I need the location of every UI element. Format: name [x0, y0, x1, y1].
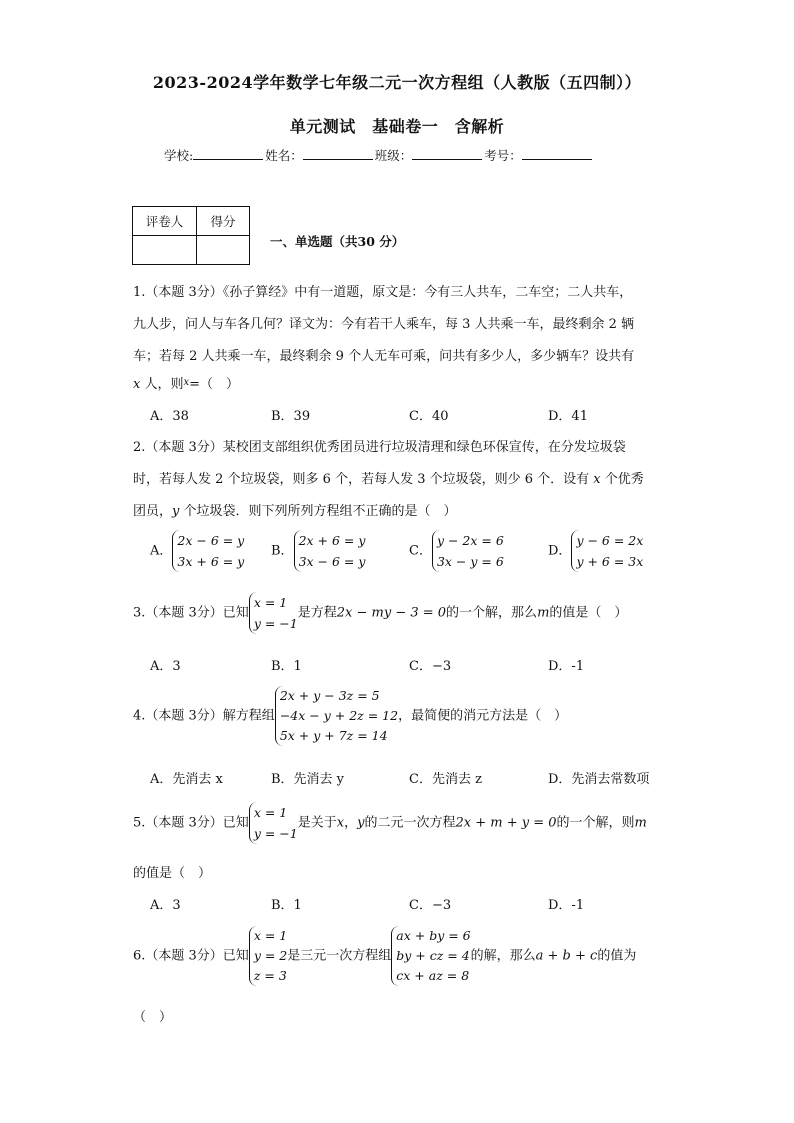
q6-line-1 — [133, 926, 636, 986]
q2-option-d-system — [571, 530, 643, 572]
q1-line-1: 1.（本题 3分）《孙子算经》中有一道题，原文是：今有三人共车，二车空；二人共车， — [133, 285, 633, 300]
exam-no-blank[interactable] — [522, 147, 592, 160]
q4-option-b[interactable]: B．先消去 y — [271, 772, 345, 787]
q3-mid: 是方程 — [297, 605, 337, 621]
q6-mid: 是三元一次方程组 — [287, 948, 392, 964]
q3-option-b[interactable]: B．1 — [271, 659, 302, 674]
q3-var-m: m — [537, 605, 550, 621]
q5-var-m: m — [634, 815, 647, 831]
q6-sys1: x = 1 — [253, 928, 288, 943]
q4-line-1 — [133, 686, 567, 746]
q1-line-4-end: =（ ） — [189, 377, 240, 392]
q4-sys1: 2x + y − 3z = 5 — [279, 688, 380, 703]
q5-sys2: y = −1 — [253, 826, 298, 841]
q3-line-1 — [133, 592, 627, 634]
q1-var-x-a: x — [133, 377, 141, 392]
q2-option-a[interactable] — [150, 530, 244, 572]
q2-line-3-end: 个垃圾袋．则下列所列方程组不正确的是（ ） — [183, 504, 457, 519]
class-label: 班级： — [374, 148, 413, 163]
score-cell[interactable] — [197, 236, 250, 265]
name-label: 姓名： — [265, 148, 303, 163]
q1-var-x: x — [183, 377, 190, 388]
q4-option-c[interactable]: C．先消去 z — [409, 772, 482, 787]
q4-option-a[interactable]: A．先消去 x — [150, 772, 223, 787]
student-info-line — [164, 146, 594, 164]
q2-line-2-text: 时，若每人发 2 个垃圾袋，则多 6 个，若每人发 3 个垃圾袋，则少 6 个．设有 — [133, 472, 590, 487]
q1-option-d[interactable]: D．41 — [548, 409, 588, 424]
q5-option-b[interactable]: B．1 — [271, 898, 302, 913]
q6-equation-system — [391, 926, 470, 986]
q2-line-3 — [133, 500, 457, 519]
q2-option-a-system — [172, 530, 244, 572]
q2-line-1: 2.（本题 3分）某校团支部组织优秀团员进行垃圾清理和绿色环保宣传，在分发垃圾袋 — [133, 440, 626, 455]
q2-d-eq1: y − 6 = 2x — [576, 533, 644, 548]
q3-option-a[interactable]: A．3 — [150, 659, 181, 674]
q2-option-c-label: C． — [409, 543, 432, 559]
q2-option-a-label: A． — [150, 543, 173, 559]
q6-sys2: y = 2 — [253, 948, 288, 963]
grader-cell[interactable] — [133, 236, 197, 265]
q3-equation: 2x − my − 3 = 0 — [336, 605, 447, 621]
q6-eq1: ax + by = 6 — [396, 928, 471, 943]
q3-option-d[interactable]: D．-1 — [548, 659, 585, 674]
q3-option-c[interactable]: C．−3 — [409, 659, 452, 674]
q2-c-eq1: y − 2x = 6 — [436, 533, 504, 548]
q2-c-eq2: 3x − y = 6 — [436, 554, 504, 569]
q2-option-b-system — [294, 530, 366, 572]
q2-option-c[interactable] — [409, 530, 504, 572]
q5-equation: 2x + m + y = 0 — [455, 815, 557, 831]
q4-option-d[interactable]: D．先消去常数项 — [548, 772, 650, 787]
q5-mid-c: 的二元一次方程 — [364, 815, 456, 831]
q3-suffix-a: 的一个解，那么 — [446, 605, 538, 621]
q4-system — [275, 686, 398, 746]
q1-option-b[interactable]: B．39 — [271, 409, 311, 424]
q2-b-eq2: 3x − 6 = y — [298, 554, 366, 569]
q1-line-2: 九人步，问人与车各几何？译文为：今有若干人乘车，每 3 人共乘一车，最终剩余 2 辆 — [133, 317, 635, 332]
title-line-1: 2023-2024学年数学七年级二元一次方程组（人教版（五四制）） — [152, 73, 642, 92]
q6-eq3: cx + az = 8 — [396, 968, 470, 983]
q5-line-2: 的值是（ ） — [133, 866, 212, 881]
q6-suffix-b: 的值为 — [597, 948, 637, 964]
q4-sys3: 5x + y + 7z = 14 — [279, 728, 388, 743]
q1-option-a[interactable]: A．38 — [150, 409, 189, 424]
score-header: 得分 — [197, 207, 250, 236]
q6-sys3: z = 3 — [253, 968, 287, 983]
q1-line-4 — [133, 373, 239, 392]
q3-system — [249, 592, 298, 634]
q3-sys1: x = 1 — [253, 595, 288, 610]
q3-suffix-b: 的值是（ ） — [549, 605, 628, 621]
q5-suffix-a: 的一个解，则 — [556, 815, 635, 831]
q2-b-eq1: 2x + 6 = y — [298, 533, 366, 548]
q6-suffix-a: 的解，那么 — [470, 948, 536, 964]
q2-option-b[interactable] — [271, 530, 365, 572]
q6-expr: a + b + c — [535, 948, 598, 964]
grader-header: 评卷人 — [133, 207, 197, 236]
q5-sys1: x = 1 — [253, 805, 288, 820]
q2-line-2 — [133, 468, 644, 487]
q5-option-c[interactable]: C．−3 — [409, 898, 452, 913]
q5-prefix: 5.（本题 3分）已知 — [133, 815, 249, 831]
title-line-2: 单元测试 基础卷一 含解析 — [289, 117, 505, 136]
q2-option-c-system — [432, 530, 504, 572]
school-label: 学校: — [164, 148, 194, 163]
q4-suffix: ，最简便的消元方法是（ ） — [398, 708, 568, 724]
q1-option-c[interactable]: C．40 — [409, 409, 449, 424]
q1-line-3: 车；若每 2 人共乘一车，最终剩余 9 个人无车可乘，问共有多少人，多少辆车？设共有 — [133, 349, 635, 364]
q2-line-3-text: 团员， — [133, 504, 173, 519]
school-blank[interactable] — [193, 147, 263, 160]
q4-prefix: 4.（本题 3分）解方程组 — [133, 708, 275, 724]
q4-sys2: −4x − y + 2z = 12 — [279, 708, 399, 723]
q5-option-a[interactable]: A．3 — [150, 898, 181, 913]
name-blank[interactable] — [303, 147, 373, 160]
section-heading: 一、单选题（共30 分） — [270, 234, 405, 249]
grader-table — [132, 206, 250, 265]
q2-a-eq1: 2x − 6 = y — [177, 533, 245, 548]
q5-var-y: y — [357, 815, 365, 831]
q3-sys2: y = −1 — [253, 616, 298, 631]
q5-option-d[interactable]: D．-1 — [548, 898, 585, 913]
q3-prefix: 3.（本题 3分）已知 — [133, 605, 249, 621]
q5-line-1 — [133, 802, 647, 844]
q6-eq2: by + cz = 4 — [396, 948, 470, 963]
class-blank[interactable] — [412, 147, 482, 160]
q2-var-y: y — [172, 504, 180, 519]
q6-solution-system — [249, 926, 287, 986]
q5-system — [249, 802, 298, 844]
exam-no-label: 考号： — [484, 148, 522, 163]
q2-a-eq2: 3x + 6 = y — [177, 554, 245, 569]
q2-option-d[interactable] — [548, 530, 643, 572]
q2-option-d-label: D． — [548, 543, 572, 559]
q2-option-b-label: B． — [271, 543, 294, 559]
q5-mid-b: ， — [344, 815, 358, 831]
q2-var-x: x — [593, 472, 601, 487]
q6-line-2: （ ） — [133, 1010, 173, 1025]
q2-line-2-end: 个优秀 — [604, 472, 644, 487]
q2-d-eq2: y + 6 = 3x — [576, 554, 644, 569]
q5-var-x: x — [336, 815, 345, 831]
q1-line-4-text: 人，则 — [144, 377, 184, 392]
q5-mid-a: 是关于 — [297, 815, 337, 831]
q6-prefix: 6.（本题 3分）已知 — [133, 948, 249, 964]
